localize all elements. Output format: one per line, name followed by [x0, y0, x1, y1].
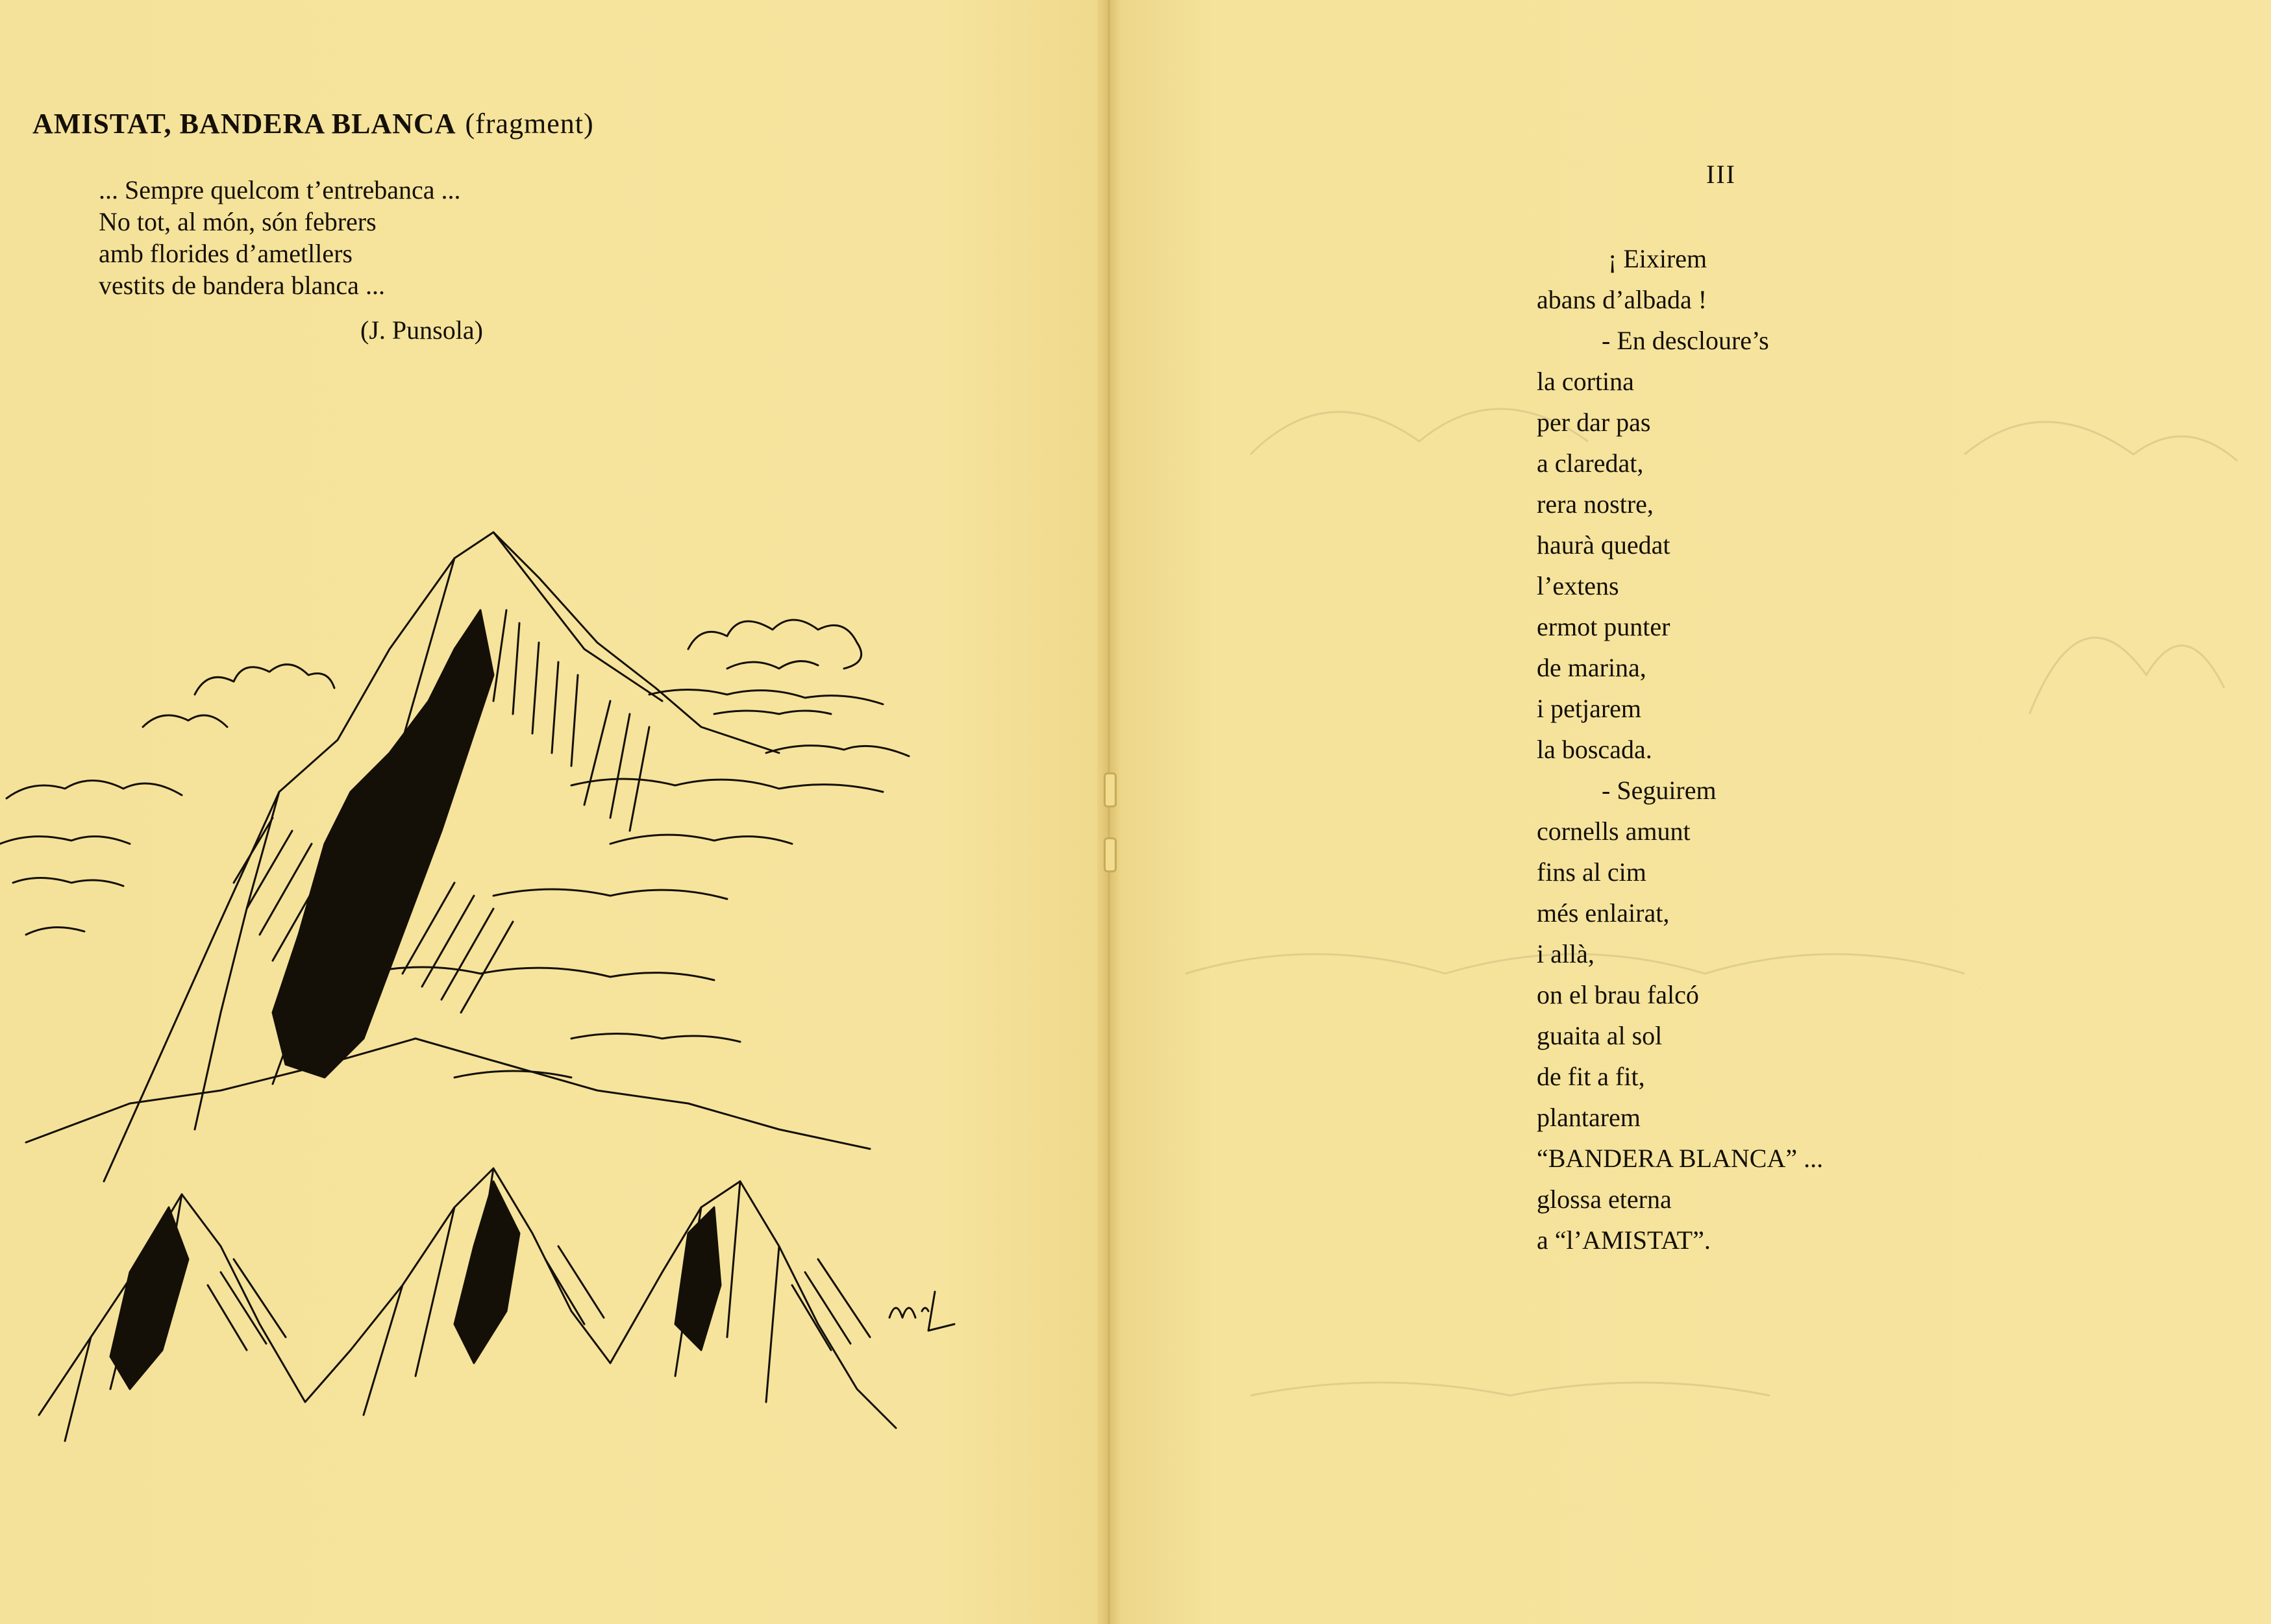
verse-line: abans d’albada ! — [1537, 285, 1707, 314]
epigraph-quote — [99, 174, 461, 301]
mountain-illustration — [0, 480, 974, 1558]
quote-line: No tot, al món, són febrers — [99, 207, 377, 236]
verse-line: per dar pas — [1537, 408, 1651, 437]
verse-line: - En descloure’s — [1602, 326, 1769, 355]
verse-line: a “l’AMISTAT”. — [1537, 1225, 1711, 1255]
verse-line: l’extens — [1537, 571, 1619, 600]
poem-verse — [1537, 238, 1823, 1261]
staple — [1104, 837, 1117, 872]
verse-line: glossa eterna — [1537, 1185, 1672, 1214]
verse-line: - Seguirem — [1602, 776, 1717, 805]
quote-attribution: (J. Punsola) — [360, 315, 483, 345]
verse-line: la boscada. — [1537, 735, 1652, 764]
verse-line: guaita al sol — [1537, 1021, 1663, 1050]
verse-line: de fit a fit, — [1537, 1062, 1645, 1091]
verse-line: a claredat, — [1537, 449, 1644, 478]
verse-line: haurà quedat — [1537, 530, 1670, 560]
quote-line: amb florides d’ametllers — [99, 239, 353, 268]
verse-line: cornells amunt — [1537, 817, 1691, 846]
verse-line: ¡ Eixirem — [1608, 244, 1707, 273]
verse-line: i petjarem — [1537, 694, 1642, 723]
verse-line: de marina, — [1537, 653, 1646, 682]
quote-line: vestits de bandera blanca ... — [99, 271, 385, 300]
left-page — [0, 0, 1097, 1624]
verse-line: rera nostre, — [1537, 489, 1654, 519]
verse-line: “BANDERA BLANCA” ... — [1537, 1144, 1824, 1173]
verse-line: ermot punter — [1537, 612, 1670, 641]
poem-title — [32, 107, 594, 140]
book-gutter — [1097, 0, 1121, 1624]
verse-line: fins al cim — [1537, 857, 1646, 887]
section-number: III — [1706, 160, 1736, 189]
verse-line: més enlairat, — [1537, 898, 1670, 928]
verse-line: la cortina — [1537, 367, 1634, 396]
quote-line: ... Sempre quelcom t’entrebanca ... — [99, 175, 461, 204]
poem-title-main: AMISTAT, BANDERA BLANCA — [32, 108, 456, 140]
verse-line: i allà, — [1537, 939, 1595, 968]
poem-title-note: (fragment) — [465, 108, 594, 140]
verse-line: on el brau falcó — [1537, 980, 1699, 1009]
verse-line: plantarem — [1537, 1103, 1641, 1132]
staple — [1104, 772, 1117, 807]
